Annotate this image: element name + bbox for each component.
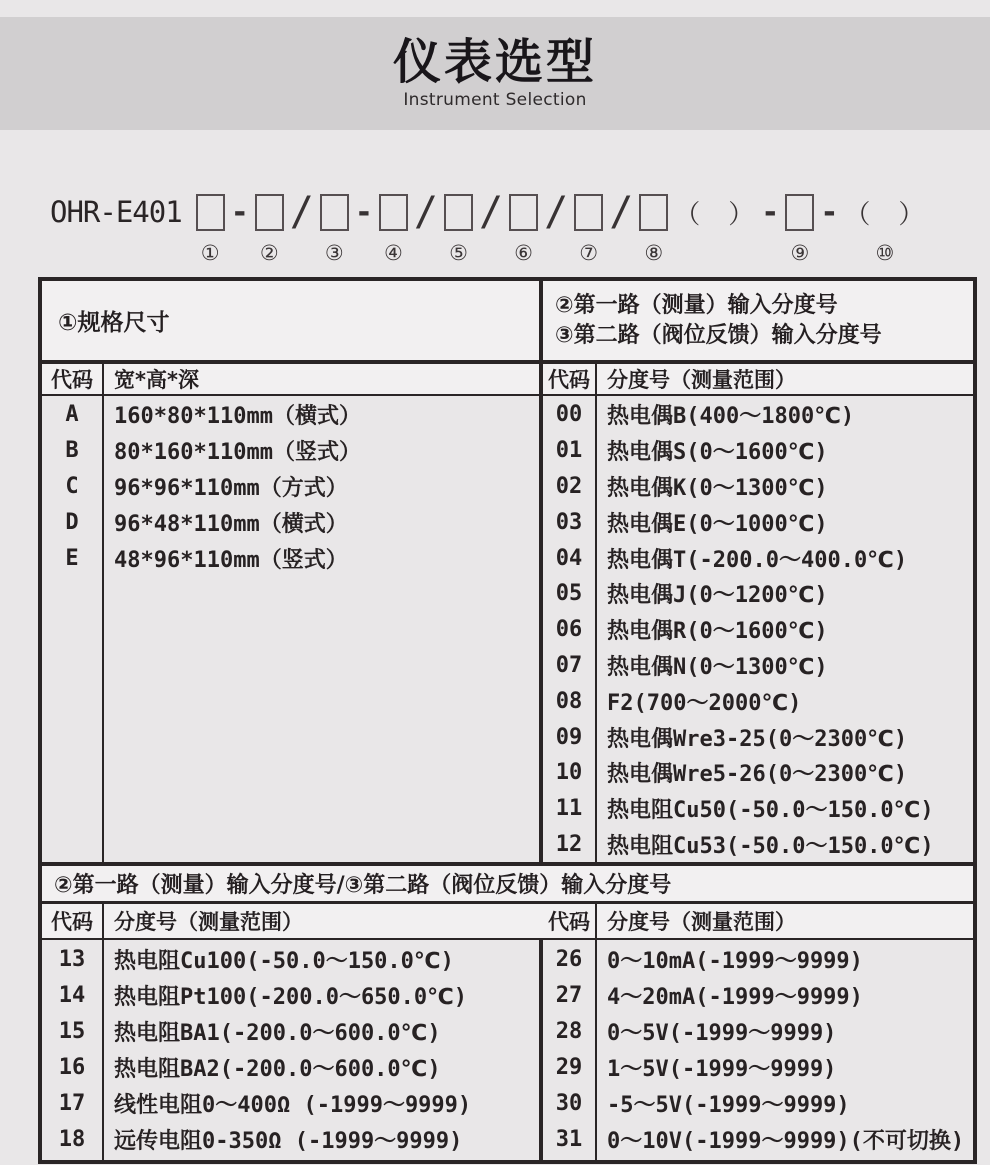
separator-glyph: / bbox=[413, 189, 438, 235]
size-desc-column bbox=[104, 396, 543, 862]
model-code-box-token bbox=[196, 190, 225, 265]
input-desc-column bbox=[597, 396, 973, 862]
desc-cell: 热电偶B(400～1800℃) bbox=[607, 404, 855, 430]
col-header-code: 代码 bbox=[543, 904, 597, 938]
code-cell: 12 bbox=[555, 831, 583, 857]
code-cell: 14 bbox=[58, 982, 86, 1008]
code-cell: 15 bbox=[58, 1018, 86, 1044]
blank-code-box bbox=[320, 194, 349, 231]
code-cell: 18 bbox=[58, 1126, 86, 1152]
separator-glyph: - bbox=[354, 194, 373, 230]
left-desc-column bbox=[104, 940, 543, 1160]
section1-title-right-line1: ②第一路（测量）输入分度号 bbox=[555, 292, 838, 318]
separator-glyph: / bbox=[289, 189, 314, 235]
col-header-code: 代码 bbox=[543, 364, 597, 394]
code-cell: 11 bbox=[555, 796, 583, 822]
separator-glyph: / bbox=[544, 189, 569, 235]
col-header-range: 分度号（测量范围） bbox=[114, 910, 303, 934]
desc-cell: F2(700～2000℃) bbox=[607, 690, 802, 716]
model-code-box-token bbox=[255, 190, 284, 265]
code-cell: 03 bbox=[555, 509, 583, 535]
position-number: ④ bbox=[383, 241, 403, 265]
code-cell: 04 bbox=[555, 545, 583, 571]
separator-glyph: / bbox=[609, 189, 634, 235]
model-separator-token bbox=[414, 190, 438, 265]
desc-cell: 线性电阻0～400Ω (-1999～9999) bbox=[114, 1092, 472, 1118]
desc-cell: 80*160*110mm（竖式） bbox=[114, 440, 361, 466]
code-cell: 01 bbox=[555, 438, 583, 464]
section1-title-left: ①规格尺寸 bbox=[42, 281, 543, 360]
code-cell: D bbox=[65, 509, 79, 535]
desc-cell: 160*80*110mm（横式） bbox=[114, 404, 361, 430]
desc-cell: 热电偶Wre5-26(0～2300℃) bbox=[607, 762, 908, 788]
code-cell: 28 bbox=[555, 1018, 583, 1044]
model-code-box-token bbox=[444, 190, 473, 265]
desc-cell: 0～10V(-1999～9999)(不可切换) bbox=[607, 1128, 965, 1154]
desc-cell: -5～5V(-1999～9999) bbox=[607, 1092, 850, 1118]
model-code-box-token bbox=[785, 190, 814, 265]
col-header-code: 代码 bbox=[42, 364, 104, 394]
page-subtitle: Instrument Selection bbox=[403, 90, 587, 111]
section2-title-band: ②第一路（测量）输入分度号/③第二路（阀位反馈）输入分度号 bbox=[42, 866, 973, 904]
code-cell: 31 bbox=[555, 1126, 583, 1152]
code-cell: A bbox=[65, 402, 79, 428]
col-header-range: 分度号（测量范围） bbox=[607, 368, 796, 392]
model-separator-token bbox=[290, 190, 314, 265]
right-desc-column bbox=[597, 940, 973, 1160]
desc-cell: 4～20mA(-1999～9999) bbox=[607, 984, 863, 1010]
position-number: ⑥ bbox=[514, 241, 533, 265]
left-code-column bbox=[42, 940, 104, 1160]
desc-cell: 96*96*110mm（方式） bbox=[114, 475, 348, 501]
selection-table bbox=[38, 277, 977, 1164]
model-token-strip bbox=[196, 190, 926, 265]
title-band bbox=[0, 17, 990, 130]
code-cell: 00 bbox=[555, 402, 583, 428]
page-title: 仪表选型 bbox=[392, 33, 597, 90]
desc-cell: 热电偶S(0～1600℃) bbox=[607, 440, 828, 466]
code-cell: 02 bbox=[555, 473, 583, 499]
code-cell: 29 bbox=[555, 1054, 583, 1080]
code-cell: 30 bbox=[555, 1090, 583, 1116]
position-number: ⑨ bbox=[790, 241, 810, 265]
separator-glyph: - bbox=[820, 194, 839, 230]
desc-cell: 热电偶N(0～1300℃) bbox=[607, 654, 828, 680]
code-cell: 26 bbox=[555, 946, 583, 972]
blank-code-box bbox=[639, 194, 668, 231]
code-cell: 13 bbox=[58, 946, 86, 972]
blank-code-box bbox=[574, 194, 603, 231]
code-cell: 07 bbox=[555, 652, 583, 678]
desc-cell: 0～5V(-1999～9999) bbox=[607, 1020, 837, 1046]
desc-cell: 48*96*110mm（竖式） bbox=[114, 547, 348, 573]
desc-cell: 96*48*110mm（横式） bbox=[114, 511, 348, 537]
desc-cell: 热电偶K(0～1300℃) bbox=[607, 475, 828, 501]
position-number: ① bbox=[200, 241, 220, 265]
model-code-box-token bbox=[509, 190, 538, 265]
separator-glyph: （ ） bbox=[844, 199, 926, 230]
input-code-column bbox=[543, 396, 597, 862]
code-cell: 08 bbox=[555, 688, 583, 714]
model-code-box-token bbox=[379, 190, 408, 265]
position-number: ⑩ bbox=[875, 241, 895, 265]
position-number: ⑦ bbox=[579, 241, 599, 265]
separator-glyph: - bbox=[761, 194, 780, 230]
section2-column-header bbox=[42, 904, 973, 940]
blank-code-box bbox=[379, 194, 408, 231]
model-code-box-token bbox=[639, 190, 668, 265]
model-separator-token bbox=[674, 190, 755, 265]
desc-cell: 热电偶Wre3-25(0～2300℃) bbox=[607, 726, 908, 752]
desc-cell: 热电偶R(0～1600℃) bbox=[607, 619, 828, 645]
section1-title-right bbox=[543, 281, 973, 360]
model-code-box-token bbox=[574, 190, 603, 265]
section1-title-row bbox=[42, 281, 973, 364]
desc-cell: 热电偶T(-200.0～400.0℃) bbox=[607, 547, 908, 573]
section1-column-header bbox=[42, 364, 973, 396]
col-header-range: 分度号（测量范围） bbox=[607, 910, 796, 934]
model-separator-token bbox=[609, 190, 633, 265]
model-separator-token bbox=[231, 190, 249, 265]
code-cell: 27 bbox=[555, 982, 583, 1008]
section1-title-right-line2: ③第二路（阀位反馈）输入分度号 bbox=[555, 322, 882, 348]
position-number: ③ bbox=[324, 241, 344, 265]
code-cell: 06 bbox=[555, 617, 583, 643]
position-number: ⑧ bbox=[644, 241, 664, 265]
code-cell: 09 bbox=[555, 724, 583, 750]
desc-cell: 1～5V(-1999～9999) bbox=[607, 1056, 837, 1082]
desc-cell: 远传电阻0-350Ω (-1999～9999) bbox=[114, 1128, 463, 1154]
separator-glyph: / bbox=[479, 189, 504, 235]
desc-cell: 热电偶J(0～1200℃) bbox=[607, 583, 828, 609]
code-cell: C bbox=[65, 473, 79, 499]
blank-code-box bbox=[785, 194, 814, 231]
code-cell: 17 bbox=[58, 1090, 86, 1116]
model-prefix: OHR-E401 bbox=[50, 195, 182, 229]
blank-code-box bbox=[444, 194, 473, 231]
position-number: ② bbox=[259, 241, 279, 265]
desc-cell: 0～10mA(-1999～9999) bbox=[607, 948, 863, 974]
size-code-column bbox=[42, 396, 104, 862]
code-cell: B bbox=[65, 438, 79, 464]
model-code-box-token bbox=[320, 190, 349, 265]
code-cell: 05 bbox=[555, 581, 583, 607]
code-cell: E bbox=[65, 545, 79, 571]
section1-body bbox=[42, 396, 973, 866]
blank-code-box bbox=[196, 194, 225, 231]
col-header-code: 代码 bbox=[42, 904, 104, 938]
model-separator-token bbox=[844, 190, 925, 265]
right-code-column bbox=[543, 940, 597, 1160]
ordering-code-line bbox=[50, 190, 925, 265]
model-separator-token bbox=[479, 190, 503, 265]
section2-body bbox=[42, 940, 973, 1160]
desc-cell: 热电阻Cu53(-50.0～150.0℃) bbox=[607, 833, 934, 859]
desc-cell: 热电阻Pt100(-200.0～650.0℃) bbox=[114, 984, 468, 1010]
desc-cell: 热电阻Cu100(-50.0～150.0℃) bbox=[114, 948, 454, 974]
blank-code-box bbox=[255, 194, 284, 231]
desc-cell: 热电阻BA1(-200.0～600.0℃) bbox=[114, 1020, 441, 1046]
desc-cell: 热电阻Cu50(-50.0～150.0℃) bbox=[607, 798, 934, 824]
separator-glyph: - bbox=[230, 194, 249, 230]
desc-cell: 热电阻BA2(-200.0～600.0℃) bbox=[114, 1056, 441, 1082]
separator-glyph: （ ） bbox=[674, 199, 756, 230]
code-cell: 10 bbox=[555, 760, 583, 786]
blank-code-box bbox=[509, 194, 538, 231]
model-separator-token bbox=[544, 190, 568, 265]
desc-cell: 热电偶E(0～1000℃) bbox=[607, 511, 828, 537]
col-header-dimensions: 宽*高*深 bbox=[104, 364, 543, 394]
model-separator-token bbox=[761, 190, 779, 265]
model-separator-token bbox=[820, 190, 838, 265]
code-cell: 16 bbox=[58, 1054, 86, 1080]
model-separator-token bbox=[355, 190, 373, 265]
position-number: ⑤ bbox=[449, 241, 468, 265]
